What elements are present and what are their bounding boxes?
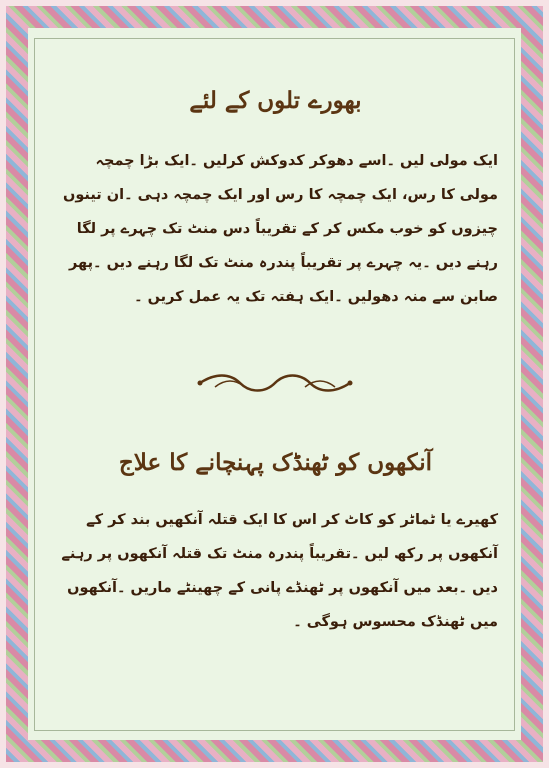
section-body-eyes: کھیرے یا ٹماٹر کو کاٹ کر اس کا ایک قتلہ آنکھیں بند کر کے آنکھوں پر رکھ لیں ۔تقریباً پندرہ منٹ تک قتلہ آنکھوں پر رہنے دیں ۔بعد میں آنکھوں پر ٹھنڈے پانی کے چھینٹے ماریں ۔آنکھوں میں ٹھنڈک محسوس ہوگی ۔ [61,512,498,630]
section-title-eyes: آنکھوں کو ٹھنڈک پہنچانے کا علاج [118,449,433,476]
article [35,39,516,732]
scroll-flourish-divider-icon [195,371,355,395]
section-body-freckles: ایک مولی لیں ۔اسے دھوکر کدوکش کرلیں ۔ایک بڑا چمچہ مولی کا رس، ایک چمچہ کا رس اور ایک چمچہ دہی ۔ان تینوں چیزوں کو خوب مکس کر کے تقریباً دس منٹ تک چہرے پر لگا رہنے دیں ۔یہ چہرے پر تقریباً پندرہ منٹ تک لگا رہنے دیں ۔پھر صابن سے منہ دھولیں ۔ایک ہفتہ تک یہ عمل کریں ۔ [62,153,498,305]
page-panel [34,38,515,731]
section-title-freckles: بھورے تلوں کے لئے [189,87,362,114]
